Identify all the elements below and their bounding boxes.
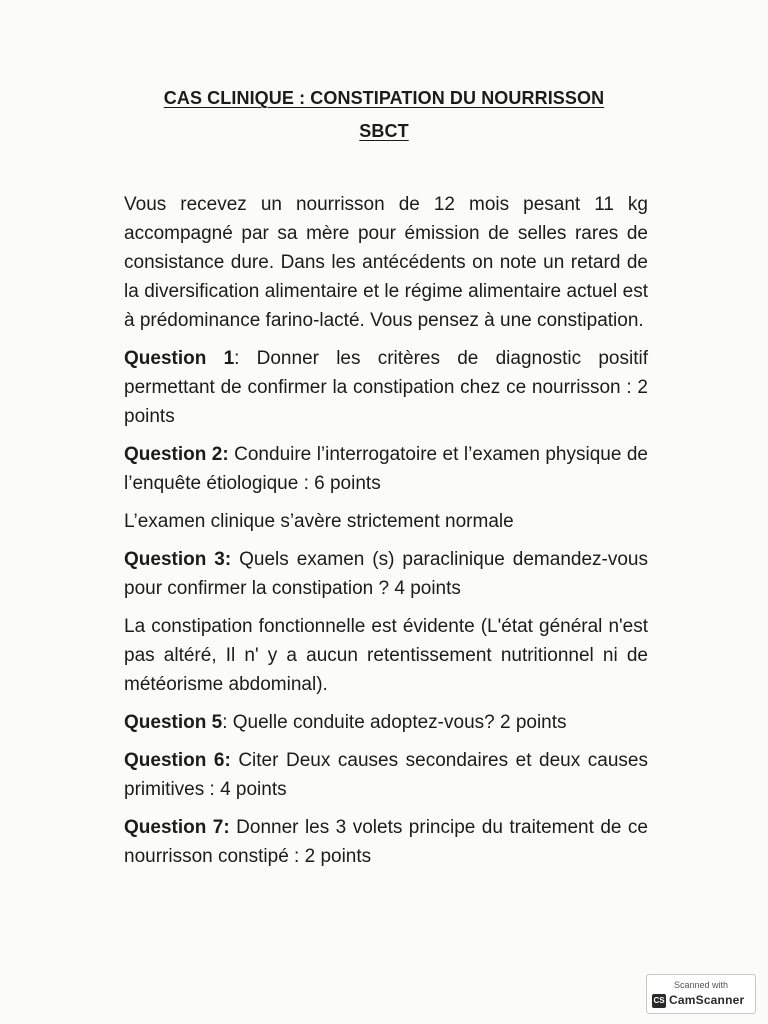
question-5-text: : Quelle conduite adoptez-vous? 2 points [222, 712, 567, 733]
clinical-note-1: L’examen clinique s’avère strictement normale [124, 511, 514, 532]
question-3 [124, 545, 648, 603]
question-6-label: Question 6: [124, 750, 231, 771]
document-body [124, 190, 648, 871]
question-5 [124, 708, 648, 737]
question-1-text: : Donner les critères de diagnostic positif permettant de confirmer la constipation chez ce nourrisson : 2 points [124, 348, 648, 427]
question-2-text: Conduire l’interrogatoire et l’examen physique de l’enquête étiologique : 6 points [124, 444, 648, 494]
clinical-note-2: La constipation fonctionnelle est évidente (L'état général n'est pas altéré, Il n' y a aucun retentissement nutritionnel ni de météorisme abdominal). [124, 616, 648, 695]
question-2 [124, 440, 648, 498]
camscanner-watermark [646, 974, 756, 1014]
document-title: CAS CLINIQUE : CONSTIPATION DU NOURRISSON [163, 88, 605, 108]
question-1 [124, 344, 648, 431]
document-subtitle: SBCT [359, 121, 409, 141]
question-6-text: Citer Deux causes secondaires et deux causes primitives : 4 points [124, 750, 648, 800]
question-1-label: Question 1 [124, 348, 235, 369]
question-7-text: Donner les 3 volets principe du traitement de ce nourrisson constipé : 2 points [124, 817, 648, 867]
question-3-label: Question 3: [124, 549, 232, 570]
question-5-label: Question 5 [124, 712, 223, 733]
question-6 [124, 746, 648, 804]
question-7-label: Question 7: [124, 817, 230, 838]
camscanner-logo-icon: CS [652, 994, 666, 1008]
question-7 [124, 813, 648, 871]
question-3-text: Quels examen (s) paraclinique demandez-vous pour confirmer la constipation ? 4 points [124, 549, 648, 599]
camscanner-name: CamScanner [669, 993, 745, 1007]
scanned-with-caption: Scanned with [673, 980, 729, 990]
intro-paragraph: Vous recevez un nourrisson de 12 mois pesant 11 kg accompagné par sa mère pour émission de selles rares de consistance dure. Dans les antécédents on note un retard de la diversification alimentaire et le régime alimentaire actuel est à prédominance farino-lacté. Vous pensez à une constipation. [124, 194, 648, 331]
question-2-label: Question 2: [124, 444, 229, 465]
